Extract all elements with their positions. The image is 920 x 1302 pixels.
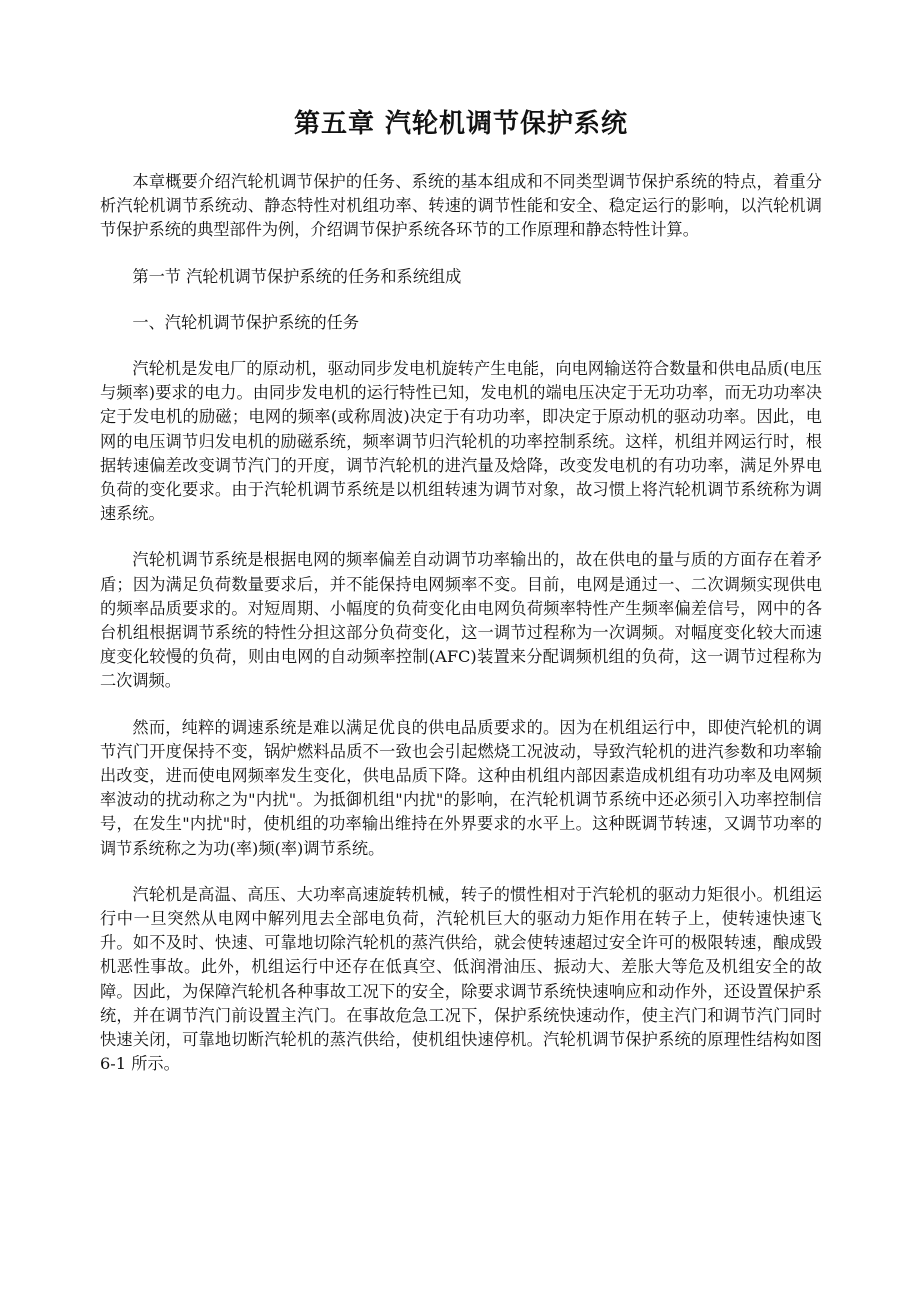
document-page xyxy=(100,0,822,1077)
section-heading: 第一节 汽轮机调节保护系统的任务和系统组成 xyxy=(132,266,462,286)
body-paragraph-2: 汽轮机调节系统是根据电网的频率偏差自动调节功率输出的，故在供电的量与质的方面存在着矛盾；因为满足负荷数量要求后，并不能保持电网频率不变。目前，电网是通过一、二次调频实现供电的频率品质要求的。对短周期、小幅度的负荷变化由电网负荷频率特性产生频率偏差信号，网中的各台机组根据调节系统的特性分担这部分负荷变化，这一调节过程称为一次调频。对幅度变化较大而速度变化较慢的负荷，则由电网的自动频率控制(AFC)装置来分配调频机组的负荷，这一调节过程称为二次调频。 xyxy=(100,550,822,691)
chapter-title: 第五章 汽轮机调节保护系统 xyxy=(293,109,629,139)
body-paragraph-1: 汽轮机是发电厂的原动机，驱动同步发电机旋转产生电能，向电网输送符合数量和供电品质(电压与频率)要求的电力。由同步发电机的运行特性已知，发电机的端电压决定于无功功率，而无功功率决定于发电机的励磁；电网的频率(或称周波)决定于有功功率，即决定于原动机的驱动功率。因此，电网的电压调节归发电机的励磁系统，频率调节归汽轮机的功率控制系统。这样，机组并网运行时，根据转速偏差改变调节汽门的开度，调节汽轮机的进汽量及焓降，改变发电机的有功功率，满足外界电负荷的变化要求。由于汽轮机调节系统是以机组转速为调节对象，故习惯上将汽轮机调节系统称为调速系统。 xyxy=(100,359,822,524)
intro-paragraph: 本章概要介绍汽轮机调节保护的任务、系统的基本组成和不同类型调节保护系统的特点，着重分析汽轮机调节系统动、静态特性对机组功率、转速的调节性能和安全、稳定运行的影响，以汽轮机调节保护系统的典型部件为例，介绍调节保护系统各环节的工作原理和静态特性计算。 xyxy=(100,172,822,240)
subsection-heading: 一、汽轮机调节保护系统的任务 xyxy=(132,312,360,332)
body-paragraph-3: 然而，纯粹的调速系统是难以满足优良的供电品质要求的。因为在机组运行中，即使汽轮机的调节汽门开度保持不变，锅炉燃料品质不一致也会引起燃烧工况波动，导致汽轮机的进汽参数和功率输出改变，进而使电网频率发生变化，供电品质下降。这种由机组内部因素造成机组有功功率及电网频率波动的扰动称之为"内扰"。为抵御机组"内扰"的影响，在汽轮机调节系统中还必须引入功率控制信号，在发生"内扰"时，使机组的功率输出维持在外界要求的水平上。这种既调节转速，又调节功率的调节系统称之为功(率)频(率)调节系统。 xyxy=(100,717,822,858)
body-paragraph-4: 汽轮机是高温、高压、大功率高速旋转机械，转子的惯性相对于汽轮机的驱动力矩很小。机组运行中一旦突然从电网中解列甩去全部电负荷，汽轮机巨大的驱动力矩作用在转子上，使转速快速飞升。如不及时、快速、可靠地切除汽轮机的蒸汽供给，就会使转速超过安全许可的极限转速，酿成毁机恶性事故。此外，机组运行中还存在低真空、低润滑油压、振动大、差胀大等危及机组安全的故障。因此，为保障汽轮机各种事故工况下的安全，除要求调节系统快速响应和动作外，还设置保护系统，并在调节汽门前设置主汽门。在事故危急工况下，保护系统快速动作，使主汽门和调节汽门同时快速关闭，可靠地切断汽轮机的蒸汽供给，使机组快速停机。汽轮机调节保护系统的原理性结构如图 6-1 所示。 xyxy=(100,884,822,1074)
